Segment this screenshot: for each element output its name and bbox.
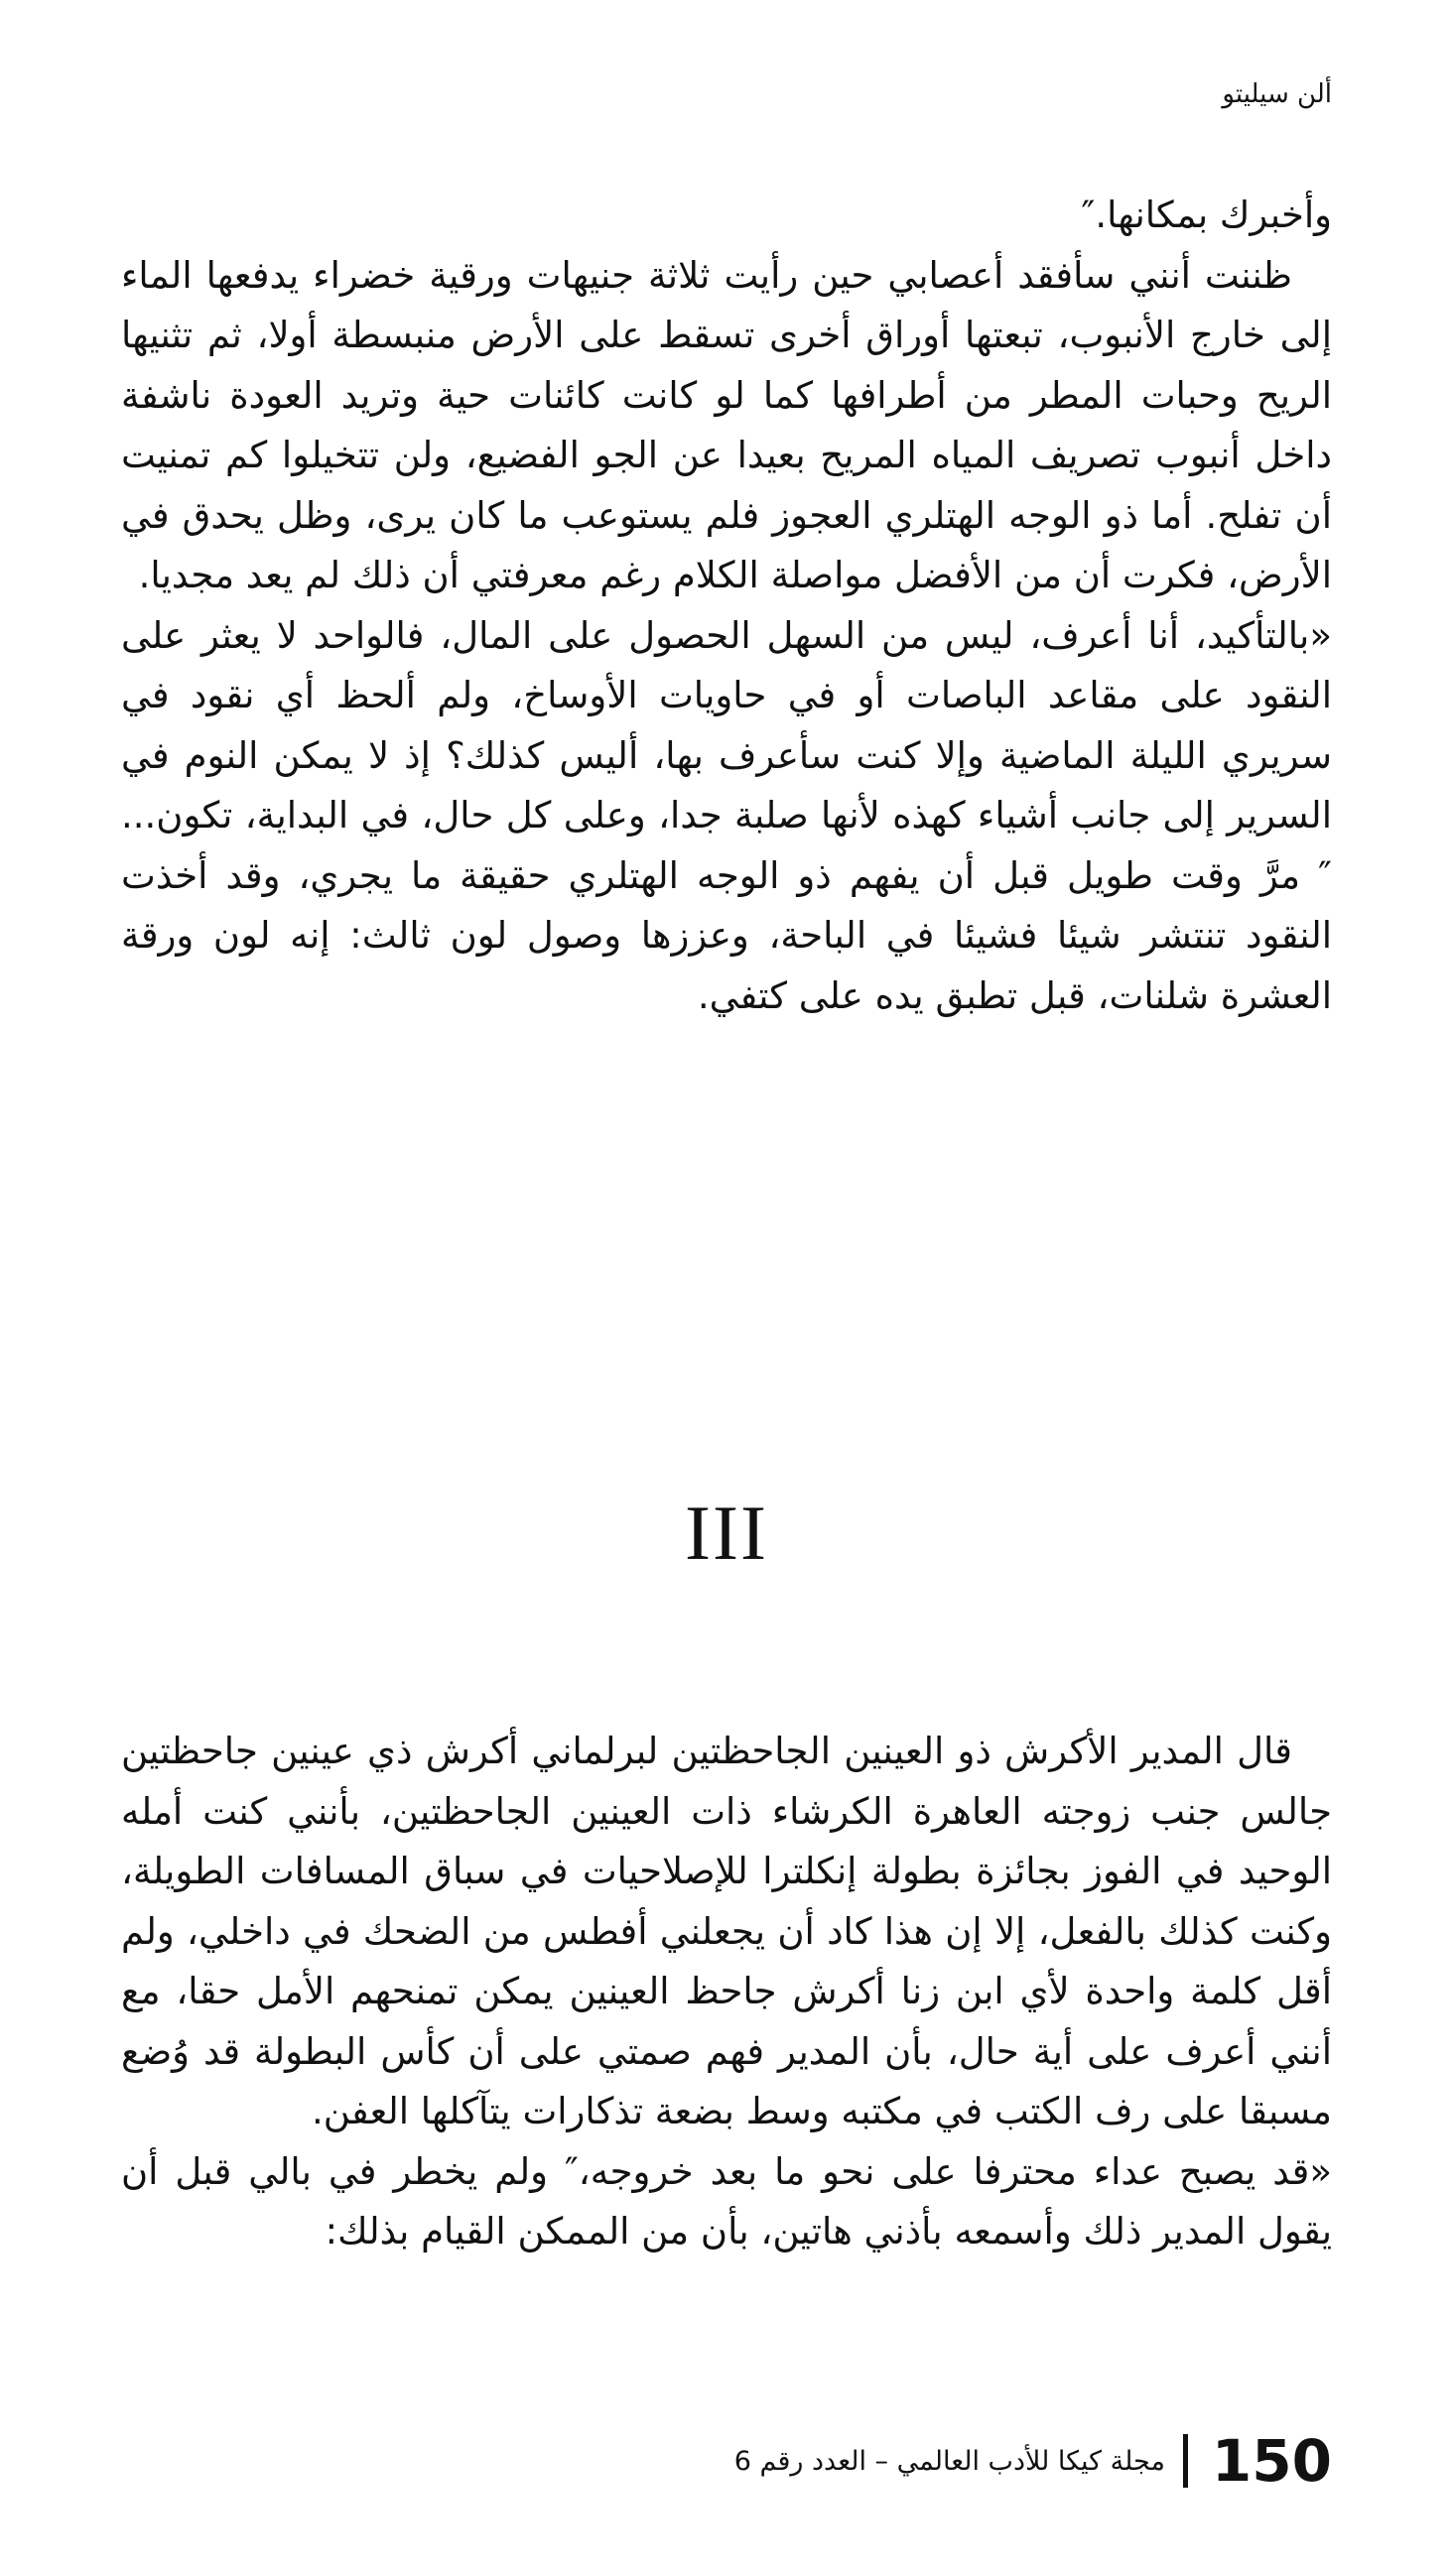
footer-divider	[1183, 2434, 1188, 2488]
page-footer	[734, 2426, 1332, 2496]
paragraph: «قد يصبح عداء محترفا على نحو ما بعد خروجه،″ ولم يخطر في بالي قبل أن يقول المدير ذلك وأسمعه بأذني هاتين، بأن من الممكن القيام بذلك:	[121, 2149, 1332, 2253]
journal-title: مجلة كيكا للأدب العالمي – العدد رقم 6	[733, 2445, 1165, 2477]
section-two-text	[121, 1722, 1332, 2262]
running-head-author: ألن سيليتو	[1222, 79, 1332, 109]
paragraph: قال المدير الأكرش ذو العينين الجاحظتين لبرلماني أكرش ذي عينين جاحظتين جالس جنب زوجته العاهرة الكرشاء ذات العينين الجاحظتين، بأنني كنت أمله الوحيد في الفوز بجائزة بطولة إنكلترا للإصلاحيات في سباق المسافات الطويلة، وكنت كذلك بالفعل، إلا إن هذا كاد أن يجعلني أفطس من الضحك في داخلي، ولم أقل كلمة واحدة لأي ابن زنا أكرش جاحظ العينين يمكن تمنحهم الأمل حقا، مع أنني أعرف على أية حال، بأن المدير فهم صمتي على أن كأس البطولة قد وُضع مسبقا على رف الكتب في مكتبه وسط بضعة تذكارات يتآكلها العفن.	[121, 1730, 1332, 2132]
page-number: 150	[1211, 2427, 1332, 2495]
section-one-text	[121, 186, 1332, 1026]
paragraph: ظننت أنني سأفقد أعصابي حين رأيت ثلاثة جنيهات ورقية خضراء يدفعها الماء إلى خارج الأنبوب، تبعتها أوراق أخرى تسقط على الأرض منبسطة أولا، ثم تثنيها الريح وحبات المطر من أطرافها كما لو كانت كائنات حية وتريد العودة ناشفة داخل أنبوب تصريف المياه المريح بعيدا عن الجو الفضيع، ولن تتخيلوا كم تمنيت أن تفلح. أما ذو الوجه الهتلري العجوز فلم يستوعب ما كان يرى، وظل يحدق في الأرض، فكرت أن من الأفضل مواصلة الكلام رغم معرفتي أن ذلك لم يعد مجديا.	[121, 253, 1332, 596]
paragraph: «بالتأكيد، أنا أعرف، ليس من السهل الحصول على المال، فالواحد لا يعثر على النقود على مقاعد الباصات أو في حاويات الأوساخ، ولم ألحظ أي نقود في سريري الليلة الماضية وإلا كنت سأعرف بها، أليس كذلك؟ إذ لا يمكن النوم في السرير إلى جانب أشياء كهذه لأنها صلبة جدا، وعلى كل حال، في البداية، تكون...″ مرَّ وقت طويل قبل أن يفهم ذو الوجه الهتلري حقيقة ما يجري، وقد أخذت النقود تنتشر شيئا فشيئا في الباحة، وعززها وصول لون ثالث: إنه لون ورقة العشرة شلنات، قبل تطبق يده على كتفي.	[121, 613, 1332, 1017]
paragraph: وأخبرك بمكانها.″	[1081, 193, 1332, 236]
section-heading: III	[685, 1489, 768, 1576]
